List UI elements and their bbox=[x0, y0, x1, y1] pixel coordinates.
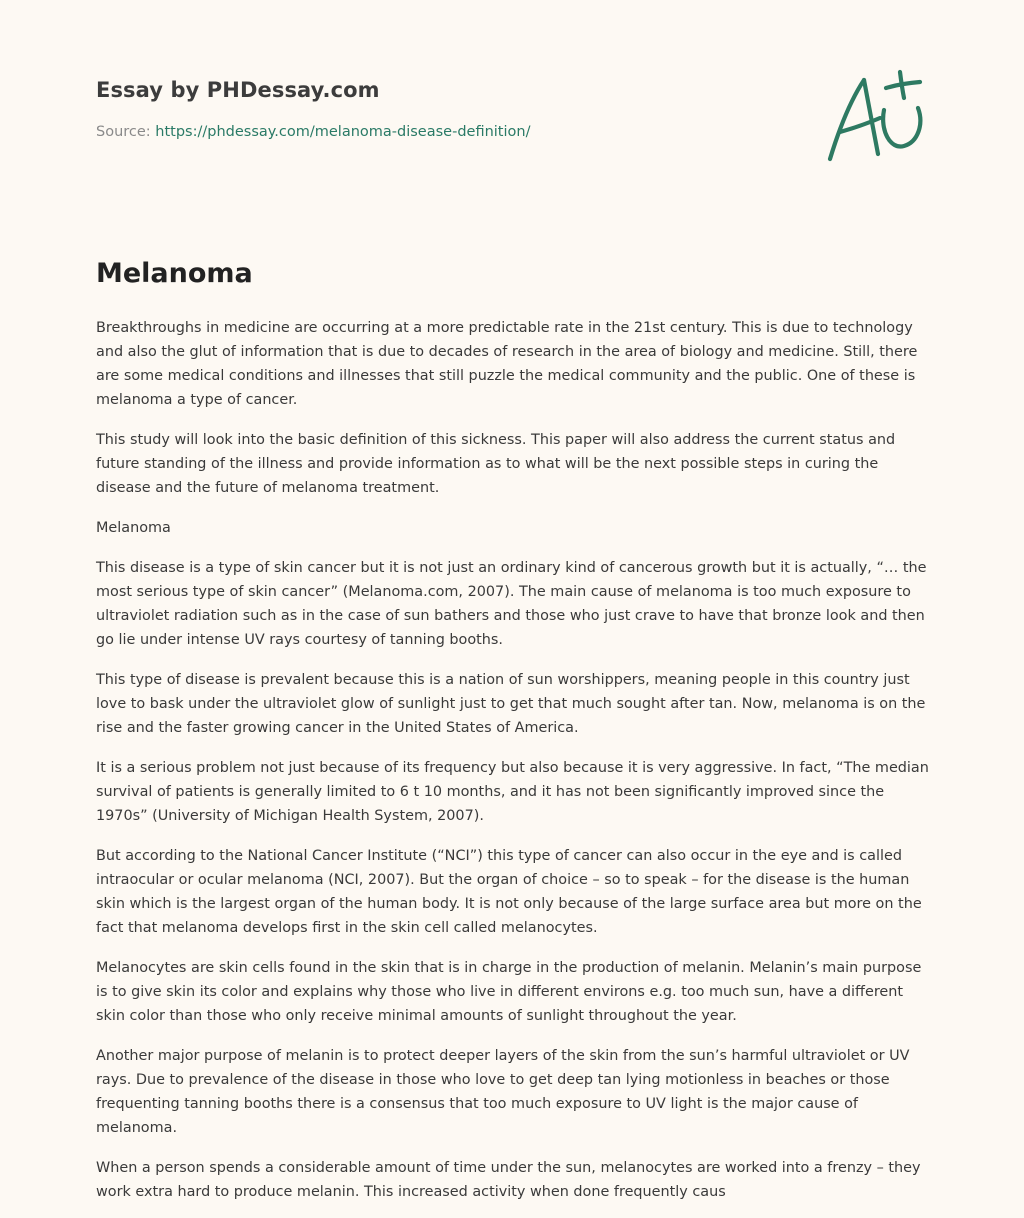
article-paragraph: But according to the National Cancer Institute (“NCI”) this type of cancer can also occur in the eye and is called intraocular or ocular melanoma (NCI, 2007). But the organ of choice – so to speak – for the disease is the human skin which is the largest organ of the human body. It is not only because of the large surface area but more on the fact that melanoma develops first in the skin cell called melanocytes. bbox=[96, 848, 922, 936]
article-paragraph: Melanocytes are skin cells found in the skin that is in charge in the production of melanin. Melanin’s main purpose is to give skin its color and explains why those who live in different environs e.g. too much sun, have a different skin color than those who only receive minimal amounts of sunlight throughout the year. bbox=[96, 960, 922, 1024]
brand-title: Essay by PHDessay.com bbox=[96, 78, 380, 102]
article-paragraph: Another major purpose of melanin is to protect deeper layers of the skin from the sun’s harmful ultraviolet or UV rays. Due to prevalence of the disease in those who love to get deep tan lying motionless in beaches or those frequenting tanning booths there is a consensus that too much exposure to UV light is the major cause of melanoma. bbox=[96, 1048, 910, 1136]
article-paragraph: Breakthroughs in medicine are occurring at a more predictable rate in the 21st century. This is due to technology and also the glut of information that is due to decades of research in the area of biology and medicine. Still, there are some medical conditions and illnesses that still puzzle the medical community and the public. One of these is melanoma a type of cancer. bbox=[96, 320, 918, 408]
article-paragraph: This disease is a type of skin cancer but it is not just an ordinary kind of cancerous growth but it is actually, “… the most serious type of skin cancer” (Melanoma.com, 2007). The main cause of melanoma is too much exposure to ultraviolet radiation such as in the case of sun bathers and those who just crave to have that bronze look and then go lie under intense UV rays courtesy of tanning booths. bbox=[96, 560, 927, 648]
source-link[interactable]: https://phdessay.com/melanoma-disease-definition/ bbox=[155, 124, 531, 140]
article-paragraph: When a person spends a considerable amount of time under the sun, melanocytes are worked into a frenzy – they work extra hard to produce melanin. This increased activity when done frequently caus bbox=[96, 1160, 921, 1200]
article-paragraph: This type of disease is prevalent because this is a nation of sun worshippers, meaning people in this country just love to bask under the ultraviolet glow of sunlight just to get that much sought after tan. Now, melanoma is on the rise and the faster growing cancer in the United States of America. bbox=[96, 672, 926, 736]
article-subheading: Melanoma bbox=[96, 520, 171, 536]
a-plus-grade-icon bbox=[820, 66, 932, 166]
article-paragraph: It is a serious problem not just because of its frequency but also because it is very aggressive. In fact, “The median survival of patients is generally limited to 6 t 10 months, and it has not been significantly improved since the 1970s” (University of Michigan Health System, 2007). bbox=[96, 760, 929, 824]
article-paragraph: This study will look into the basic definition of this sickness. This paper will also address the current status and future standing of the illness and provide information as to what will be the next possible steps in curing the disease and the future of melanoma treatment. bbox=[96, 432, 896, 496]
source-label: Source: bbox=[96, 124, 151, 140]
article bbox=[96, 254, 934, 1218]
article-title: Melanoma bbox=[96, 258, 253, 289]
source-line bbox=[96, 122, 796, 142]
document-header bbox=[96, 76, 796, 142]
